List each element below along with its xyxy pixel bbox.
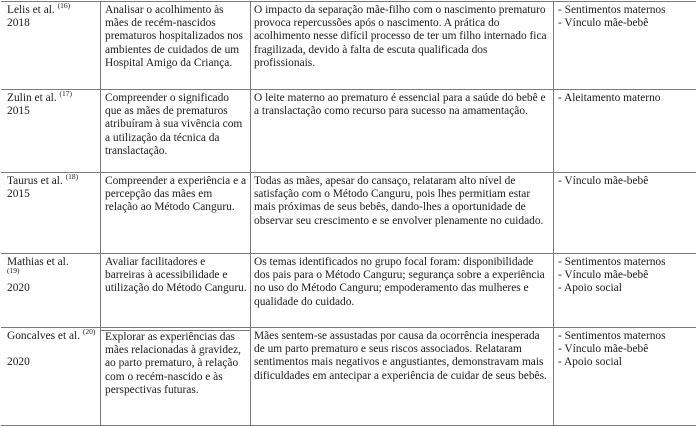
categories-cell — [554, 328, 697, 426]
results-cell: Os temas identificados no grupo focal foram: disponibilidade dos pais para o Método Canguru; segurança sobre a experiência no uso do Método Canguru; empoderamento das mulheres e qualidade do cuidado. — [251, 254, 554, 328]
category-item: - Sentimentos maternos — [558, 256, 666, 268]
results-cell: Todas as mães, apesar do cansaço, relataram alto nível de satisfação com o Método Canguru, pois lhes permitiam estar mais próximas de seus bebês, dando-lhes a oportunidade de observar seu crescimento e se envolver plenamente no cuidado. — [251, 173, 554, 254]
publication-year: 2020 — [7, 356, 30, 369]
category-item: - Aleitamento materno — [558, 92, 661, 104]
objective-cell: Analisar o acolhimento às mães de recém-nascidos prematuros hospitalizados nos ambientes de cuidados de um Hospital Amigo da Criança. — [101, 2, 251, 90]
reference-number: (20) — [82, 327, 96, 337]
author-name: Mathias et al. — [7, 256, 69, 268]
objective-cell: Avaliar facilitadores e barreiras à acessibilidade e utilização do Método Canguru. — [101, 254, 251, 328]
author-cell — [1, 90, 101, 173]
author-cell — [1, 254, 101, 328]
author-cell — [1, 328, 101, 426]
results-cell: O leite materno ao prematuro é essencial para a saúde do bebê e a translactação como recurso para sucesso na amamentação. — [251, 90, 554, 173]
category-item: - Vínculo mãe-bebê — [558, 343, 649, 356]
category-item: - Vínculo mãe-bebê — [558, 269, 649, 282]
author-cell — [1, 2, 101, 90]
objective-text: Explorar as experiências das mães relacionadas à gravidez, ao parto prematuro, à relação com o recém-nascido e às perspectivas futuras. — [105, 331, 241, 396]
results-cell: O impacto da separação mãe-filho com o nascimento prematuro provoca repercussões após o nascimento. A prática do acolhimento nesse difícil processo de ter um filho internado fica fragilizada, devido à falta de escuta qualificada dos profissionais. — [251, 2, 554, 90]
objective-cell: Compreender a experiência e a percepção das mães em relação ao Método Canguru. — [101, 173, 251, 254]
category-item: - Apoio social — [558, 356, 622, 369]
categories-cell — [554, 2, 697, 90]
categories-cell — [554, 254, 697, 328]
category-item: - Sentimentos maternos — [558, 330, 666, 342]
objective-cell: Compreender o significado que as mães de prematuros atribuíram à sua vivência com a utilização da técnica da translactação. — [101, 90, 251, 173]
author-name: Zulin et al. — [7, 92, 57, 104]
table-row — [1, 254, 696, 328]
publication-year: 2020 — [7, 282, 30, 295]
results-cell: Mães sentem-se assustadas por causa da ocorrência inesperada de um parto prematuro e seus riscos associados. Relataram sentimentos mais negativos e angustiantes, demonstravam mais dificuldades em antecipar a experiência de cuidar de seus bebês. — [251, 328, 554, 426]
objective-cell — [101, 328, 251, 426]
publication-year: 2015 — [7, 105, 30, 118]
author-cell — [1, 173, 101, 254]
publication-year: 2018 — [7, 17, 30, 30]
category-item: - Apoio social — [558, 282, 622, 295]
categories-cell — [554, 90, 697, 173]
author-name: Lelis et al. — [7, 4, 55, 16]
category-item: - Vínculo mãe-bebê — [558, 175, 649, 187]
table-row — [1, 90, 696, 173]
table-row — [1, 328, 696, 426]
studies-table — [1, 1, 696, 426]
category-item: - Sentimentos maternos — [558, 4, 666, 16]
category-item: - Vínculo mãe-bebê — [558, 17, 649, 30]
table-row — [1, 173, 696, 254]
table-row — [1, 2, 696, 90]
reference-number: (17) — [59, 89, 73, 99]
publication-year: 2015 — [7, 188, 30, 201]
reference-number: (16) — [57, 1, 71, 11]
author-name: Taurus et al. — [7, 175, 63, 187]
reference-number: (19) — [7, 266, 20, 276]
reference-number: (18) — [65, 172, 79, 182]
author-name: Goncalves et al. — [7, 330, 81, 342]
categories-cell — [554, 173, 697, 254]
